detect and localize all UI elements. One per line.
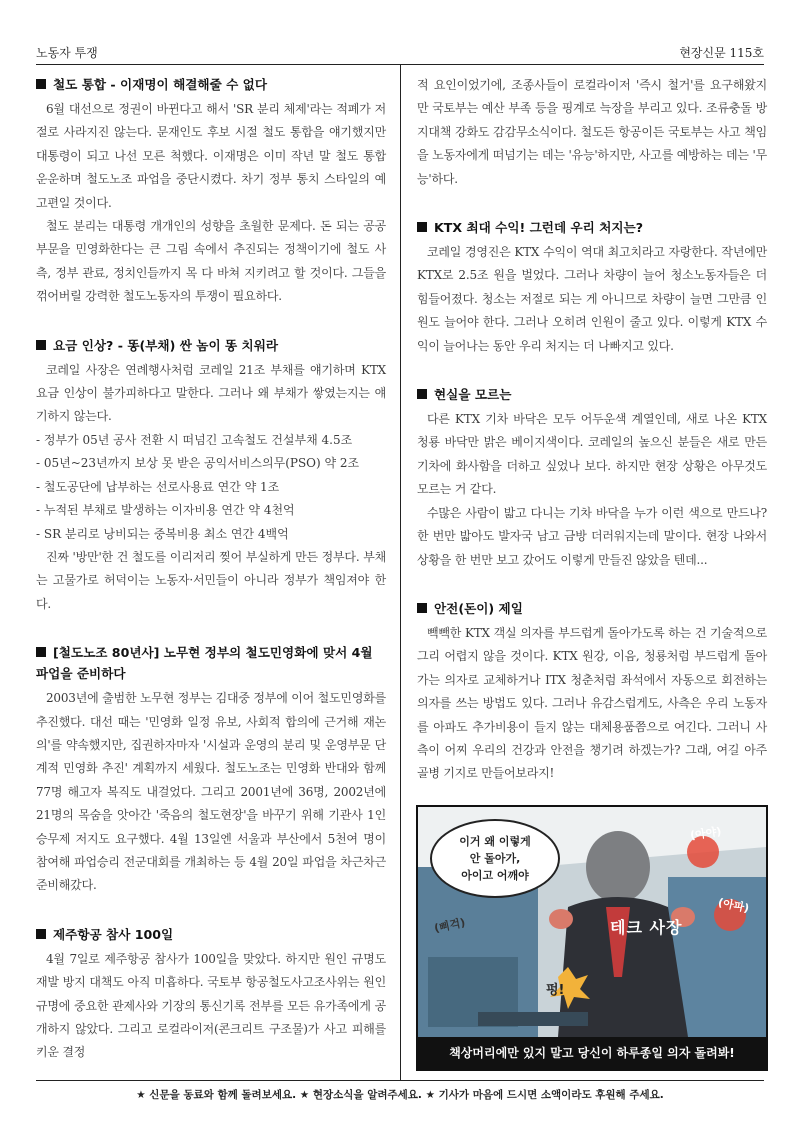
article-heading: KTX 최대 수익! 그런데 우리 처지는? xyxy=(417,217,767,238)
article-heading: 현실을 모르는 xyxy=(417,384,767,405)
article-safety-money xyxy=(417,598,767,786)
square-bullet-icon xyxy=(36,79,46,89)
list-item: - 누적된 부채로 발생하는 이자비용 연간 약 4천억 xyxy=(36,503,295,518)
list-item: - 05년~23년까지 보상 못 받은 공익서비스의무(PSO) 약 2조 xyxy=(36,456,360,471)
publication-name: 노동자 투쟁 xyxy=(36,46,98,60)
sound-effect: 펑! xyxy=(546,983,565,998)
character-label: 테크 사장 xyxy=(610,918,683,937)
article-fare-increase xyxy=(36,335,386,616)
article-paragraph: 2003년에 출범한 노무현 정부는 김대중 정부에 이어 철도민영화를 추진했다. 대선 때는 '민영화 일정 유보, 사회적 합의에 근거해 재논의'를 약속했지만, 집권하자마자 '시설과 운영의 분리 및 운영부문 단계적 민영화 추진' 계획까지 세웠다. 철도노조는 민영화 반대와 함께 77명 해고자 복직도 내걸었다. 그리고 2001년에 36명, 2002년에 21명의 목숨을 앗아간 '죽음의 철도현장'을 바꾸기 위해 기관사 1인승무제 저지도 요구했다. 4월 13일엔 서울과 부산에서 5천여 명이 참여해 파업승리 전군대회를 개최하는 등 4월 20일 파업을 차근차근 준비해갔다. xyxy=(36,691,386,893)
square-bullet-icon xyxy=(36,340,46,350)
article-paragraph: 6월 대선으로 정권이 바뀐다고 해서 'SR 분리 체제'라는 적폐가 저절로 사라지진 않는다. 문재인도 후보 시절 철도 통합을 얘기했지만 대통령이 되고 나선 모른 척했다. 이재명은 이미 작년 말 철도 통합 운운하며 철도노조 파업을 중단시켰다. 차기 정부 통치 스타일의 예고편일 것이다. xyxy=(36,102,386,210)
cartoon-caption: 책상머리에만 있지 말고 당신이 하루종일 의자 돌려봐! xyxy=(418,1037,766,1069)
article-heading: 철도 통합 - 이재명이 해결해줄 수 없다 xyxy=(36,74,386,95)
article-paragraph: 빽빽한 KTX 객실 의자를 부드럽게 돌아가도록 하는 건 기술적으로 그리 어렵지 않을 것이다. KTX 원강, 이음, 청룡처럼 부드럽게 돌아가는 의자로 교체하거나 ITX 청춘처럼 좌석에서 자동으로 회전하는 의자를 쓰는 방법도 있다. 그러나 유감스럽게도, 사측은 우리 노동자를 아파도 추가비용이 들지 않는 대체용품쯤으로 여긴다. 그러니 사측이 어찌 우리의 건강과 안전을 챙기려 하겠는가? 그래, 여길 아주 골병 기지로 만들어보라지! xyxy=(417,625,767,781)
article-union-history xyxy=(36,642,386,898)
article-paragraph: 철도 분리는 대통령 개개인의 성향을 초월한 문제다. 돈 되는 공공부문을 민영화한다는 큰 그림 속에서 추진되는 정책이기에 철도 사측, 정부 관료, 정치인들까지 목 다 바쳐 지키려고 할 것이다. 그들을 꺾어버릴 강력한 철도노동자의 투쟁이 필요하다. xyxy=(36,219,386,304)
article-jeju-air-continued xyxy=(417,74,767,191)
list-item: - 철도공단에 납부하는 선로사용료 연간 약 1조 xyxy=(36,479,280,494)
sound-effect: (삐걱) xyxy=(433,915,467,936)
square-bullet-icon xyxy=(417,603,427,613)
article-rail-integration xyxy=(36,74,386,309)
article-paragraph: 수많은 사람이 밟고 다니는 기차 바닥을 누가 이런 색으로 만드나? 한 번만 밟아도 발자국 남고 금방 더러워지는데 말이다. 현장 나와서 상황을 한 번만 보고 갔어도 이렇게 만들진 않았을 텐데... xyxy=(417,505,767,567)
sound-effect: (아야) xyxy=(689,824,723,843)
article-paragraph: 4월 7일로 제주항공 참사가 100일을 맞았다. 하지만 원인 규명도 재발 방지 대책도 아직 미흡하다. 국토부 항공철도사고조사위는 원인 규명에 중요한 관제사와 기장의 통신기록 전부를 모든 유가족에게 공개하지 않았다. 그리고 로컬라이저(콘크리트 구조물)가 사고 피해를 키운 결정 xyxy=(36,951,386,1060)
issue-number: 현장신문 115호 xyxy=(679,46,764,60)
article-ktx-profit xyxy=(417,217,767,358)
left-column xyxy=(36,74,386,1091)
article-paragraph: 코레일 사장은 연례행사처럼 코레일 21조 부채를 얘기하며 KTX 요금 인상이 불가피하다고 말한다. 그러나 왜 부채가 쌓였는지는 얘기하지 않는다. xyxy=(36,362,386,424)
list-item: - 정부가 05년 공사 전환 시 떠넘긴 고속철도 건설부채 4.5조 xyxy=(36,432,353,447)
article-heading: 요금 인상? - 똥(부채) 싼 놈이 똥 치워라 xyxy=(36,335,386,356)
square-bullet-icon xyxy=(36,929,46,939)
article-paragraph: 코레일 경영진은 KTX 수익이 역대 최고치라고 자랑한다. 작년에만 KTX로 2.5조 원을 벌었다. 그러나 차량이 늘어 청소노동자들은 더 힘들어졌다. 청소는 저절로 되는 게 아니므로 차량이 늘면 그만큼 인원도 늘어야 한다. 그러나 오히려 인원이 줄고 있다. 이렇게 KTX 수익이 늘어나는 동안 우리 처지는 더 나빠지고 있다. xyxy=(417,245,767,353)
column-divider xyxy=(400,64,401,1080)
article-paragraph: 적 요인이었기에, 조종사들이 로컬라이저 '즉시 철거'를 요구해왔지만 국토부는 예산 부족 등을 핑계로 늑장을 부리고 있다. 조류충돌 방지대책 강화도 감감무소식이다. 철도든 항공이든 국토부는 사고 책임을 노동자에게 떠넘기는 데는 '유능'하지만, 사고를 예방하는 데는 '무능'하다. xyxy=(417,78,767,186)
speech-bubble: 이거 왜 이렇게 안 돌아가, 아이고 어깨야 xyxy=(430,819,560,898)
square-bullet-icon xyxy=(417,389,427,399)
article-heading: 제주항공 참사 100일 xyxy=(36,924,386,945)
article-out-of-touch xyxy=(417,384,767,572)
square-bullet-icon xyxy=(417,222,427,232)
article-paragraph: 다른 KTX 기차 바닥은 모두 어두운색 계열인데, 새로 나온 KTX 청룡 바닥만 밝은 베이지색이다. 코레일의 높으신 분들은 새로 만든 기차에 화사함을 더하고 싶었나 보다. 하지만 현장 상황은 아무것도 모르는 거 같다. xyxy=(417,412,767,497)
list-item: - SR 분리로 낭비되는 중복비용 최소 연간 4백억 xyxy=(36,526,289,541)
article-paragraph: 진짜 '방만'한 건 철도를 이리저리 찢어 부실하게 만든 정부다. 부채는 고물가로 허덕이는 노동자·서민들이 아니라 정부가 책임져야 한다. xyxy=(36,549,386,611)
article-heading: [철도노조 80년사] 노무현 정부의 철도민영화에 맞서 4월 파업을 준비하다 xyxy=(36,645,373,682)
editorial-cartoon xyxy=(416,805,768,1071)
right-column xyxy=(417,74,767,812)
page-header xyxy=(36,44,764,62)
footer-note: ★ 신문을 동료와 함께 돌려보세요. ★ 현장소식을 알려주세요. ★ 기사가 마음에 드시면 소액이라도 후원해 주세요. xyxy=(136,1089,664,1101)
footer-rule xyxy=(36,1080,764,1081)
sound-effect: (아파) xyxy=(716,895,751,916)
square-bullet-icon xyxy=(36,647,46,657)
article-jeju-air xyxy=(36,924,386,1065)
debt-list xyxy=(36,429,386,546)
article-heading: 안전(돈이) 제일 xyxy=(417,598,767,619)
